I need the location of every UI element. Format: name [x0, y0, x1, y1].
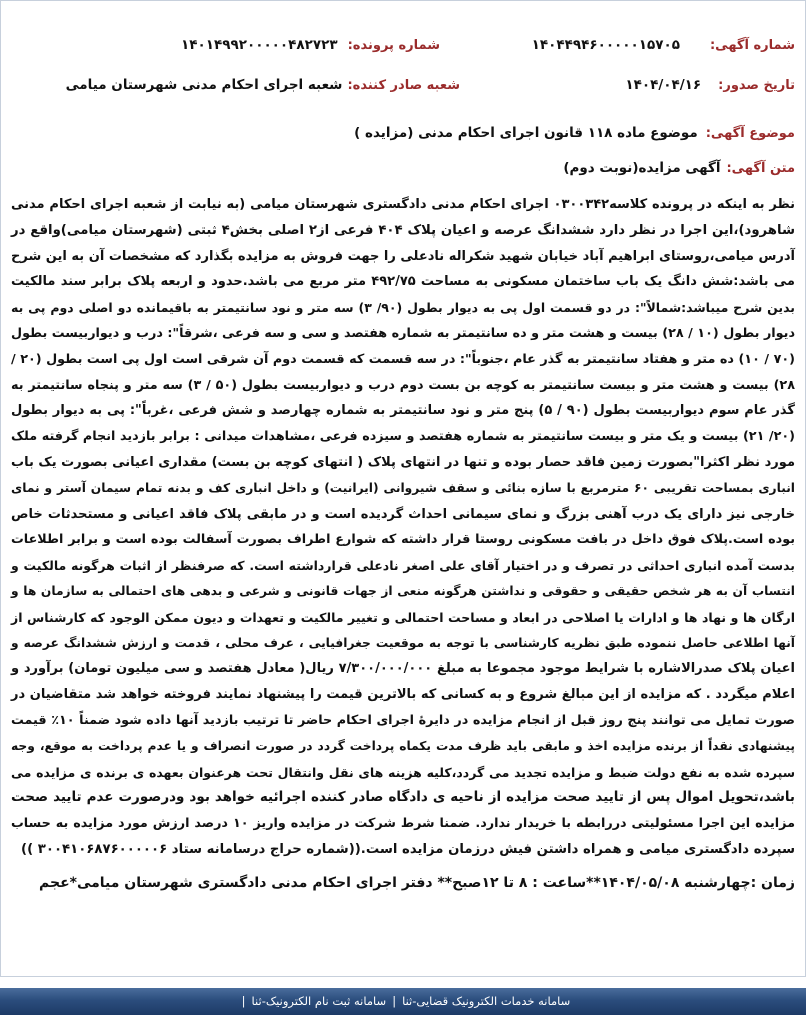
- body-line: پیشنهادی نقداً از برنده مزایده اخذ و مابقی باید ظرف مدت یکماه پرداخت گردد در صورت انصراف و یا عدم پرداخت به موقع، وجه: [11, 738, 795, 753]
- body-line: اعیان پلاک صدرالاشاره با شرایط موجود مجموعا به مبلغ ۷/۳۰۰/۰۰۰/۰۰۰ ریال( معادل هفتصد و سی میلیون تومان) برآورد و: [11, 661, 795, 677]
- issuing-branch-label: شعبه صادر کننده:: [347, 78, 460, 93]
- body-line: بوده است.پلاک فوق داخل در بافت مسکونی روستا قرار داشته که شوارع اطراف بصورت آسفالت بوده است و برابر اطلاعات: [11, 532, 795, 548]
- body-line: (۲۰/ ۲۱) بیست و یک متر و بیست سانتیمتر به شماره هفتصد و سیزده فرعی ،مشاهدات میدانی : برابر بازدید انجام گرفته ملک: [11, 429, 795, 445]
- notice-body: [11, 192, 795, 863]
- case-number-value: ۱۴۰۱۴۹۹۲۰۰۰۰۰۴۸۲۷۲۳: [181, 37, 338, 53]
- body-line: نظر به اینکه در پرونده کلاسه۰۳۰۰۳۴۲ اجرای احکام مدنی دادگستری شهرستان میامی (به نیابت از شعبه اجرای احکام مدنی: [11, 197, 796, 212]
- footer-link-judicial-services[interactable]: سامانه خدمات الکترونیک قضایی-ثنا: [402, 994, 571, 1008]
- notice-subject-label: موضوع آگهی:: [705, 126, 795, 141]
- body-line: باشد،تحویل اموال پس از تایید صحت مزایده از ناحیه ی دادگاه صادر کننده اجرائیه خواهد بود ودرصورت عدم تایید صحت: [11, 789, 795, 806]
- auction-schedule: زمان :چهارشنبه ۱۴۰۴/۰۵/۰۸**ساعت : ۸ تا ۱۲صبح** دفتر اجرای احکام مدنی دادگستری شهرستان میامی*عجم: [39, 875, 795, 891]
- issue-date-value: ۱۴۰۴/۰۴/۱۶: [625, 77, 702, 93]
- body-line: مزایده این اجرا مسئولیتی دررابطه با خریدار ندارد. ضمنا شرط شرکت در مزایده واریز ۱۰ درصد ارزش مورد مزایده به حساب: [11, 816, 795, 832]
- notice-text-title: آگهی مزایده(نوبت دوم): [563, 160, 721, 176]
- body-line: ارگان ها و نهاد ها و ادارات یا اصلاحی در ابعاد و مساحت احتمالی و تغییر مالکیت و تعهدات و دیون ممکن الوجود که کارشناس از: [11, 609, 795, 625]
- footer-bar: [0, 988, 806, 1015]
- notice-text-title-field: [563, 157, 795, 180]
- body-line: دیوار بطول (۱۰ / ۲۸) بیست و هشت متر و ده سانتیمتر به شماره هفتصد و سی و سه فرعی ،شرقاً": درب و دیواربیست بطول: [11, 325, 795, 341]
- body-line: ۲۸) بیست و هشت متر و بیست سانتیمتر به کوچه بن بست دوم درب و دیواربیست بطول (۵۰ / ۳) سه متر و پنجاه سانتیمتر به: [11, 377, 795, 393]
- body-line: شاهرود)،این اجرا در نظر دارد ششدانگ عرصه و اعیان پلاک ۴۰۴ فرعی از۲ اصلی بخش۴ ثبتی (شهرستان میامی)واقع در: [11, 222, 795, 238]
- body-line: مورد نظر اکثرا"بصورت زمین فاقد حصار بوده و تنها در انتهای پلاک ( انتهای کوچه بن بست) مقداری اعیانی بصورت یک باب: [11, 454, 795, 470]
- notice-number-field: [532, 34, 795, 57]
- issuing-branch-value: شعبه اجرای احکام مدنی شهرستان میامی: [65, 77, 343, 93]
- body-line: اعلام میگردد . که مزایده از این مبالغ شروع و به کسانی که بالاترین قیمت را پیشنهاد نمایند فروخته خواهد شد متقاضیان در: [11, 687, 795, 703]
- body-line: انتساب آن به هر شخص حقیقی و حقوقی و نداشتن هرگونه منعی از جهات قانونی و شرعی و بدهی های احتمالی به سازمان ها و: [11, 583, 795, 598]
- issuing-branch-field: [66, 74, 460, 97]
- case-number-field: [181, 34, 440, 57]
- notice-number-label: شماره آگهی:: [709, 38, 795, 53]
- footer-separator: |: [241, 994, 246, 1008]
- footer-link-registration[interactable]: سامانه ثبت نام الکترونیک-ثنا: [251, 994, 387, 1008]
- body-line: (۷۰ / ۱۰) ده متر و هفتاد سانتیمتر به گذر عام ،جنوباً": در سه قسمت که قسمت دوم آن شرقی است اول پی است بطول (۲۰ /: [11, 351, 795, 367]
- notice-subject-value: موضوع ماده ۱۱۸ قانون اجرای احکام مدنی (مزایده ): [354, 125, 698, 141]
- body-line: گذر عام سوم دیواربیست بطول (۹۰ / ۵) پنج متر و نود سانتیمتر به شماره چهارصد و شش فرعی ،غرباً": پی به دیوار بطول: [11, 403, 795, 419]
- footer-separator: |: [392, 994, 397, 1008]
- body-line: می باشد:شش دانگ یک باب ساختمان مسکونی به مساحت ۴۹۲/۷۵ متر مربع می باشد.حدود و اربعه پلاک برابر سند مالکیت: [11, 274, 795, 290]
- body-line: انباری بمساحت تقریبی ۶۰ مترمربع با سازه بنائی و سقف شیروانی (ایرانیت) و داخل انباری کف و بدنه تمام سیمان آستر و نمای: [11, 480, 795, 495]
- body-line: آنها اطلاعی حاصل ننموده طبق نظریه کارشناسی با توجه به موقعیت جغرافیایی ، عرف محلی ، قدمت و ارزش ششدانگ عرصه و: [11, 635, 795, 650]
- body-line: خارجی نیز دارای یک درب آهنی بزرگ و نمای سیمانی احداث گردیده است و در مابقی پلاک فاقد اعیانی و مستحدثات خاص: [11, 506, 795, 522]
- body-line: آدرس میامی،روستای ابراهیم آباد خیابان شهید شکراله نادعلی را جهت فروش به مزایده بگذارد که مشخصات آن به این شرح: [11, 248, 795, 264]
- body-line: بدست آمده انباری احداثی در تصرف و در اختیار آقای علی اصغر نادعلی قرارداشته است. که صرفنظر از اثبات هرگونه مالکیت و: [11, 558, 795, 574]
- body-line: سپرده شده به نفع دولت ضبط و مزایده تجدید می گردد،کلیه هزینه های نقل وانتقال تحت هرعنوان بعهده ی برنده ی مزایده می: [11, 764, 795, 780]
- notice-text-label: متن آگهی:: [726, 161, 795, 176]
- body-line: بدین شرح میباشد:شمالاً": در دو قسمت اول پی به دیوار بطول (۹۰/ ۳) سه متر و نود سانتیمتر به باقیمانده دو اصلی دوم پی به: [11, 300, 795, 316]
- notice-number-value: ۱۴۰۴۴۹۴۶۰۰۰۰۰۱۵۷۰۵: [531, 37, 680, 53]
- case-number-label: شماره پرونده:: [347, 38, 440, 53]
- issue-date-label: تاریخ صدور:: [718, 78, 795, 93]
- body-line: سپرده دادگستری میامی و همراه داشتن فیش درزمان مزایده است.((شماره حراج درسامانه ستاد ۳۰۰۴۱۰۶۸۷۶۰۰۰۰۰۶ )): [21, 841, 795, 857]
- issue-date-field: [625, 74, 795, 97]
- body-line: صورت تمایل می توانند پنج روز قبل از انجام مزایده در دایرهٔ اجرای احکام حاضر تا ترتیب بازدید آنها داده شود ضمناً ۱۰٪ قیمت: [11, 712, 795, 728]
- notice-subject-field: [354, 122, 795, 145]
